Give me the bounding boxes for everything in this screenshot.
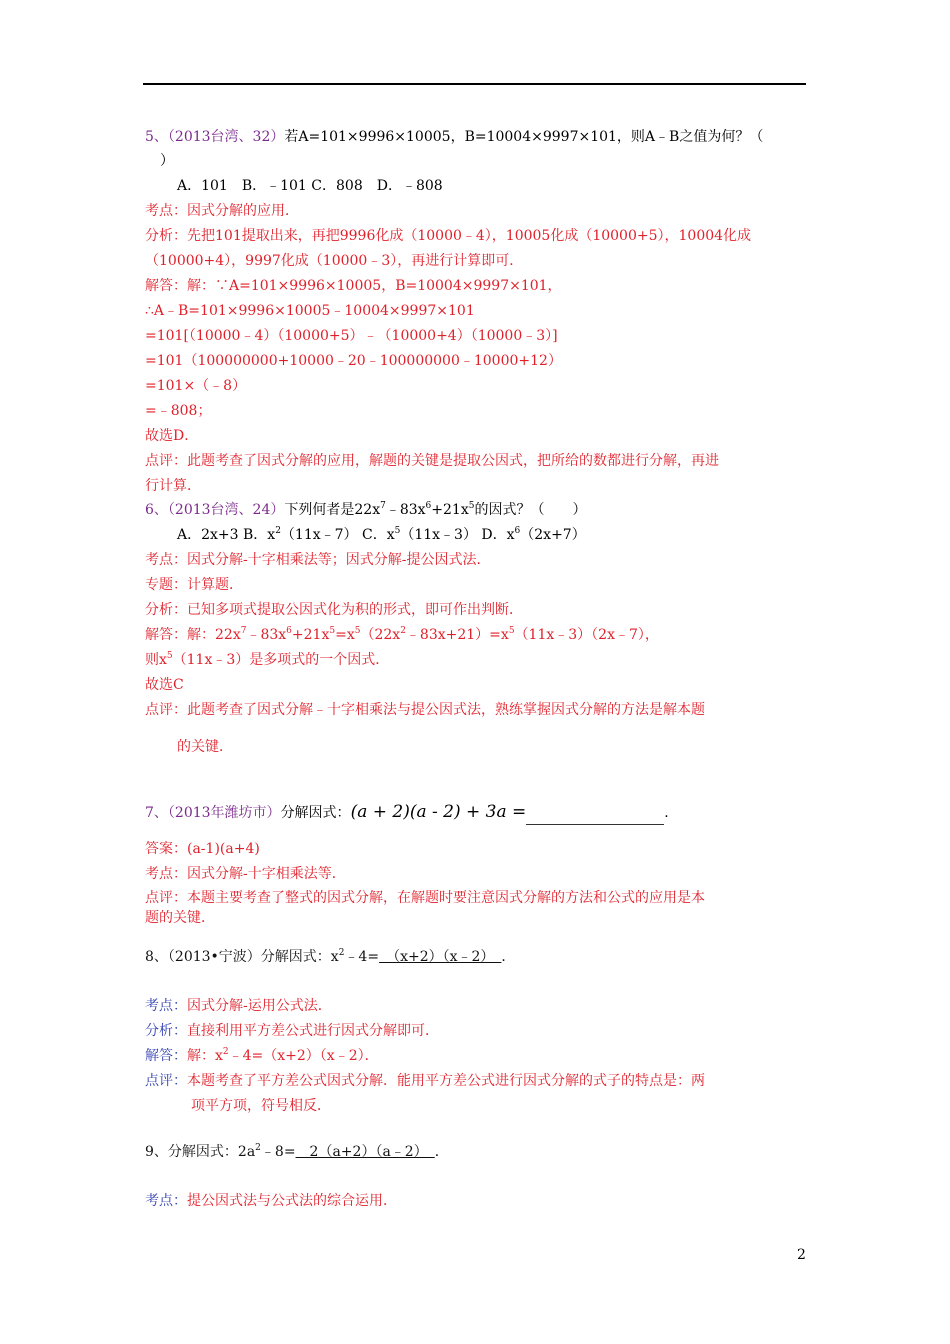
q6-guxuan: 故选C: [145, 677, 184, 693]
q6-stem: 6、（2013台湾、24）下列何者是$22x^7﹣83x^6+21x^5$的因式？（ ）: [145, 501, 587, 518]
q6-source: （2013台湾、24）: [167, 502, 285, 518]
q5-fenxi-cont: （10000+4），9997化成（10000﹣3），再进行计算即可．: [145, 253, 524, 269]
q5-dianping: 点评：此题考查了因式分解的应用，解题的关键是提取公因式，把所给的数都进行分解，再进: [145, 453, 719, 469]
q7-answer-blank: [526, 806, 664, 825]
q8-answer: （x+2）（x﹣2）: [379, 949, 502, 965]
q9-answer: 2（a+2）（a﹣2）: [295, 1144, 435, 1160]
q8-fenxi: 分析：直接利用平方差公式进行因式分解即可．: [145, 1023, 439, 1039]
q7-dianping: 点评：本题主要考查了整式的因式分解，在解题时要注意因式分解的方法和公式的应用是本: [145, 890, 705, 906]
q5-jieda-0: 解答：解：∵A=101×9996×10005，B=10004×9997×101，: [145, 278, 562, 294]
q6-zhuanti: 专题：计算题．: [145, 577, 243, 593]
q5-jieda-5: =﹣808；: [145, 403, 212, 419]
q5-jieda-6: 故选D．: [145, 428, 199, 444]
q5-jieda-1: ∴A﹣B=101×9996×10005﹣10004×9997×101: [145, 303, 475, 319]
q6-dianping: 点评：此题考查了因式分解﹣十字相乘法与提公因式法，熟练掌握因式分解的方法是解本题: [145, 702, 705, 718]
q8-kaodian: 考点：因式分解-运用公式法．: [145, 998, 332, 1014]
q5-jieda-4: =101×（﹣8）: [145, 378, 247, 394]
q6-options: A．2x+3 B．$x^2(11x﹣7)$ C．$x^5(11x﹣3)$ D．$x^6(2x+7)$: [177, 526, 586, 543]
q6-jieda: 解答：解：$22x^7﹣83x^6+21x^5=x^5(22x^2﹣83x+21)=x^5(11x﹣3)(2x﹣7)$，: [145, 626, 659, 643]
q7-formula: (a + 2)(a - 2) + 3a =: [350, 802, 527, 822]
q7-dianping-cont: 题的关键．: [145, 910, 215, 926]
q6-kaodian: 考点：因式分解-十字相乘法等；因式分解-提公因式法．: [145, 552, 491, 568]
q5-jieda-2: =101[（10000﹣4）（10000+5）﹣（10000+4）（10000﹣3）]: [145, 328, 558, 344]
page-number: 2: [797, 1247, 806, 1263]
q5-options: A．101 B．﹣101 C．808 D．﹣808: [177, 178, 443, 194]
q8-dianping-cont: 项平方项，符号相反．: [191, 1098, 331, 1114]
q8-jieda: 解答：解：$x^2﹣4=(x+2)(x﹣2)$．: [145, 1047, 379, 1064]
q8-stem: 8、（2013•宁波）分解因式：$x^2﹣4=$ （x+2）（x﹣2） ．: [145, 948, 516, 965]
q7-source: （2013年潍坊市）: [167, 805, 281, 821]
q5-fenxi: 分析：先把101提取出来，再把9996化成（10000﹣4），10005化成（10000+5），10004化成: [145, 228, 752, 244]
q6-fenxi: 分析：已知多项式提取公因式化为积的形式，即可作出判断．: [145, 602, 523, 618]
q8-dianping: 点评：本题考查了平方差公式因式分解．能用平方差公式进行因式分解的式子的特点是：两: [145, 1073, 705, 1089]
q5-dianping-cont: 行计算．: [145, 478, 201, 494]
q6-dianping-cont: 的关键．: [177, 739, 233, 755]
q5-source: （2013台湾、32）: [167, 129, 285, 145]
q7-kaodian: 考点：因式分解-十字相乘法等．: [145, 866, 346, 882]
q9-kaodian: 考点：提公因式法与公式法的综合运用．: [145, 1193, 397, 1209]
q9-stem: 9、分解因式：$2a^2﹣8=$ 2（a+2）（a﹣2） ．: [145, 1143, 449, 1160]
q7-stem: 7、（2013年潍坊市）分解因式：(a + 2)(a - 2) + 3a = .: [145, 803, 669, 825]
q5-stem-close: ）: [160, 153, 174, 169]
q6-conclusion: 则$x^5(11x﹣3)$是多项式的一个因式．: [145, 651, 390, 668]
q5-jieda-3: =101（100000000+10000﹣20﹣100000000﹣10000+12）: [145, 353, 562, 369]
q5-number: 5、: [145, 129, 168, 145]
q7-answer: 答案：(a-1)(a+4): [145, 841, 260, 857]
q5-stem: 5、（2013台湾、32）若A=101×9996×10005，B=10004×9997×101，则A﹣B之值为何？（: [145, 129, 764, 145]
header-rule: [143, 83, 806, 85]
q5-kaodian: 考点：因式分解的应用．: [145, 203, 299, 219]
